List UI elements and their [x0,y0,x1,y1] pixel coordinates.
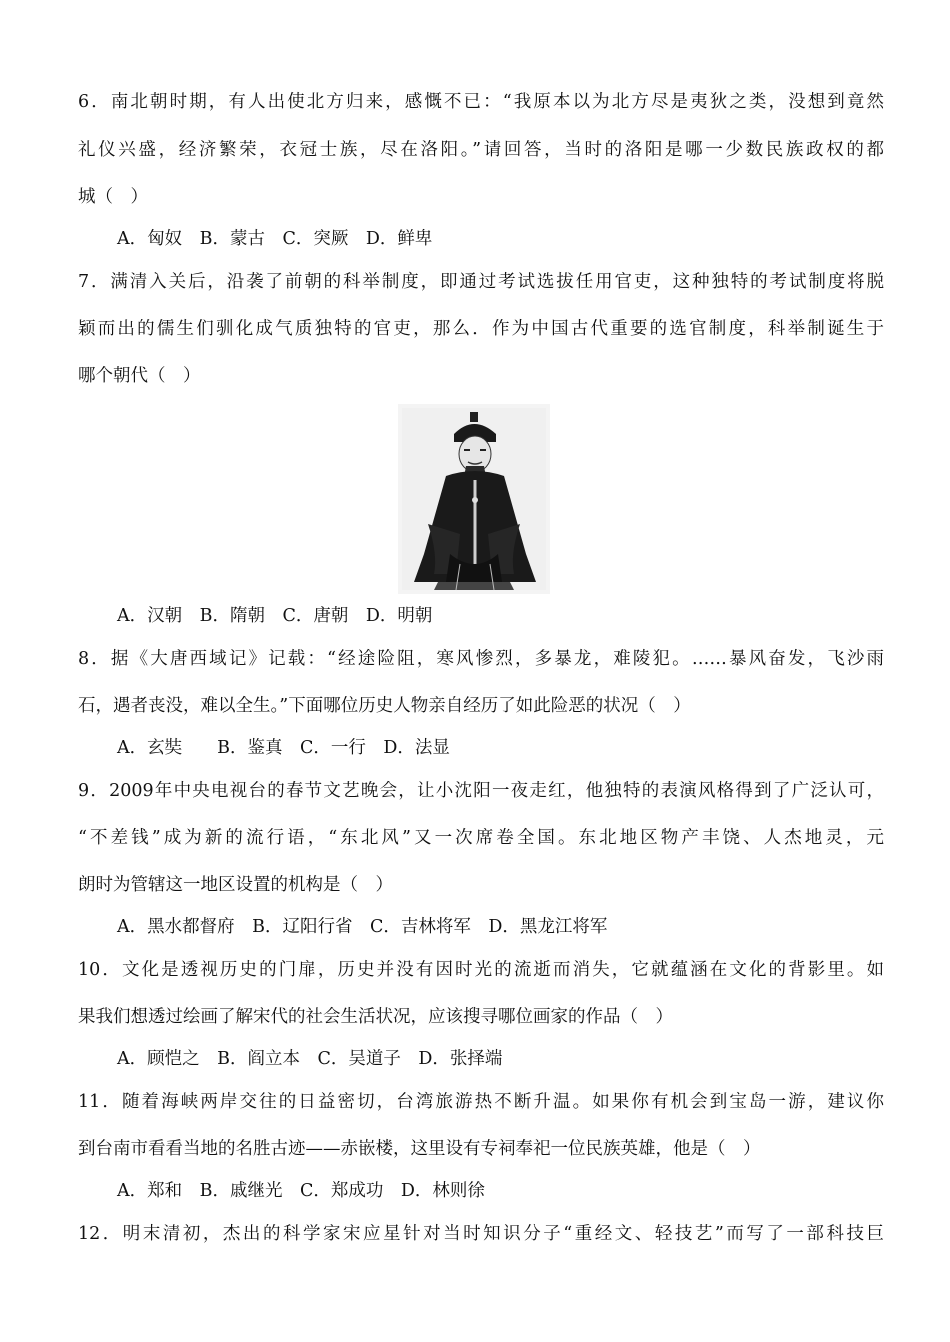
question-6-line-3: 城（ ） [78,187,148,207]
question-10-options: A．顾恺之 B．阎立本 C．吴道子 D．张择端 [117,1049,503,1069]
question-6-line-2: 礼仪兴盛，经济繁荣，衣冠士族，尽在洛阳。”请回答，当时的洛阳是哪一少数民族政权的都 [78,140,884,160]
question-10-line-2: 果我们想透过绘画了解宋代的社会生活状况，应该搜寻哪位画家的作品（ ） [78,1007,673,1027]
question-9-options: A．黑水都督府 B．辽阳行省 C．吉林将军 D．黑龙江将军 [117,917,608,937]
question-6-line-1: 6．南北朝时期，有人出使北方归来，感慨不已：“我原本以为北方尽是夷狄之类，没想到竟然 [78,92,884,112]
question-9-line-1: 9．2009年中央电视台的春节文艺晚会，让小沈阳一夜走红，他独特的表演风格得到了广泛认可， [78,781,884,801]
question-9-line-2: “不差钱”成为新的流行语，“东北风”又一次席卷全国。东北地区物产丰饶、人杰地灵，元 [78,828,884,848]
question-7-line-1: 7．满清入关后，沿袭了前朝的科举制度，即通过考试选拔任用官吏，这种独特的考试制度将脱 [78,272,884,292]
question-11-options: A．郑和 B．戚继光 C．郑成功 D．林则徐 [117,1181,485,1201]
question-11-line-2: 到台南市看看当地的名胜古迹——赤嵌楼，这里设有专祠奉祀一位民族英雄，他是（ ） [78,1139,761,1159]
question-7-line-2: 颖而出的儒生们驯化成气质独特的官吏，那么．作为中国古代重要的选官制度，科举制诞生于 [78,319,884,339]
question-6-options: A．匈奴 B．蒙古 C．突厥 D．鲜卑 [117,229,433,249]
qing-official-portrait-image [398,404,550,594]
question-8-line-1: 8．据《大唐西域记》记载：“经途险阻，寒风惨烈，多暴龙，难陵犯。……暴风奋发，飞沙雨 [78,649,884,669]
question-10-line-1: 10．文化是透视历史的门扉，历史并没有因时光的流逝而消失，它就蕴涵在文化的背影里。如 [78,960,884,980]
question-8-options: A．玄奘 B．鉴真 C．一行 D．法显 [117,738,450,758]
question-11-line-1: 11．随着海峡两岸交往的日益密切，台湾旅游热不断升温。如果你有机会到宝岛一游，建议你 [78,1092,884,1112]
portrait-figure [398,404,550,594]
question-9-line-3: 朗时为管辖这一地区设置的机构是（ ） [78,875,393,895]
question-7-line-3: 哪个朝代（ ） [78,366,201,386]
question-12-line-1: 12．明末清初，杰出的科学家宋应星针对当时知识分子“重经文、轻技艺”而写了一部科技巨 [78,1224,884,1244]
question-8-line-2: 石，遇者丧没，难以全生。”下面哪位历史人物亲自经历了如此险恶的状况（ ） [78,696,691,716]
question-7-options: A．汉朝 B．隋朝 C．唐朝 D．明朝 [117,606,433,626]
